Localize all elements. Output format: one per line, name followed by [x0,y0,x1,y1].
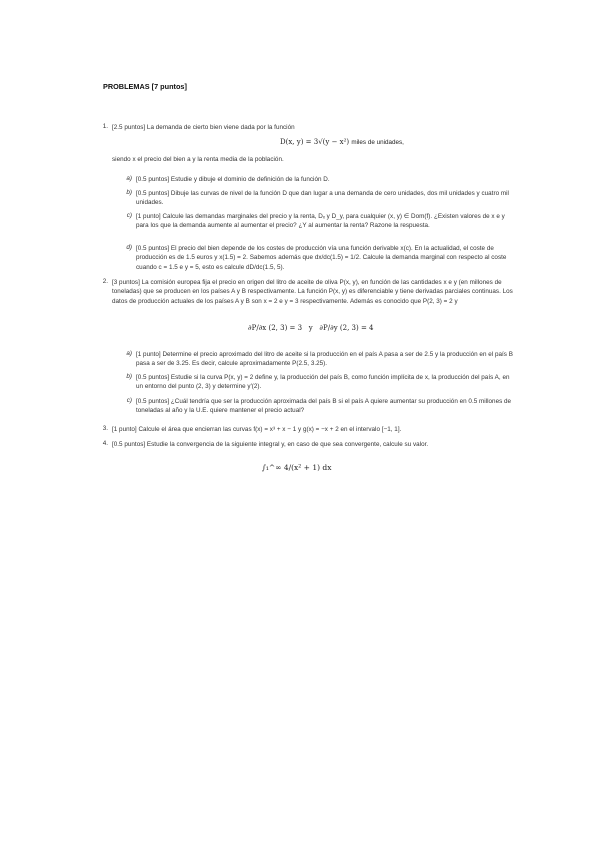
problem-1d-label: d) [126,244,132,251]
problem-1-number: 1. [102,123,108,130]
problem-2-equation-conj: y [308,324,313,332]
problem-1-context: siendo x el precio del bien a y la renta media de la población. [112,156,284,163]
problem-2-intro: [3 puntos] La comisión europea fija el precio en origen del litro de aceite de oliva P(x, y), en función de las cantidades x e y (en millones de toneladas) que se producen en los países A y B respectivamente. La función P(x, y) es diferenciable y tiene derivadas parciales continuas. Los datos de producción actuales de los países A y B son x = 2 e y = 3 respectivamente. Además es conocido que P(2, 3) = 2 y [112,279,513,305]
problem-1c-label: c) [126,212,132,219]
problem-2a-label: a) [126,350,132,357]
problem-2c-label: c) [126,397,132,404]
problem-4-integral: ∫₁^∞ 4/(x² + 1) dx [262,463,332,472]
problem-2a-text: [1 punto] Determine el precio aproximado del litro de aceite si la producción en el país A pasa a ser de 2.5 y la producción en el país B pasa a ser de 3.25. Es decir, calcule aproximadamente P(2.5, 3.25). [136,351,513,368]
problem-2c-text: [0.5 puntos] ¿Cuál tendría que ser la producción aproximada del país B si el país A quiere aumentar su producción en 0.5 millones de toneladas al año y la U.E. quiere mantener el precio actual? [136,398,512,415]
problem-4-text: [0.5 puntos] Estudie la convergencia de la siguiente integral y, en caso de que sea convergente, calcule su valor. [112,441,429,448]
problem-1b-label: b) [126,189,132,196]
problem-1a-label: a) [126,175,132,182]
problem-2-equation-right: ∂P/∂y (2, 3) = 4 [319,324,374,332]
section-heading: PROBLEMAS [7 puntos] [103,82,187,91]
problem-4-number: 4. [102,440,108,447]
problem-1-equation-formula: D(x, y) = 3√(y − x²) [280,138,350,146]
problem-3-number: 3. [102,425,108,432]
problem-1-equation [280,138,404,146]
problem-2-number: 2. [102,278,108,285]
problem-2-equation-left: ∂P/∂x (2, 3) = 3 [248,324,303,332]
problem-1-intro: [2.5 puntos] La demanda de cierto bien viene dada por la función [112,124,295,131]
problem-1-equation-suffix: miles de unidades, [351,139,404,146]
problem-2b-label: b) [126,373,132,380]
problem-1c-text: [1 punto] Calcule las demandas marginales del precio y la renta, Dₓ y D_y, para cualquier (x, y) ∈ Dom(f). ¿Existen valores de x e y para los que la demanda aumente al aumentar el precio? ¿Y al aumentar la renta? Razone la respuesta. [136,213,505,230]
problem-2-equation [248,324,374,332]
problem-3-text: [1 punto] Calcule el área que encierran las curvas f(x) = x³ + x − 1 y g(x) = −x + 2 en el intervalo [−1, 1]. [112,426,402,433]
problem-1d-text: [0.5 puntos] El precio del bien depende de los costes de producción vía una función derivable x(c). En la actualidad, el coste de producción es de 1.5 euros y x(1.5) = 2. Sabemos además que dx/dc(1.5) = 1/2. Calcule la demanda marginal con respecto al coste cuando c = 1.5 e y = 5, esto es calcule dD/dc(1.5, 5). [136,245,507,271]
problem-2b-text: [0.5 puntos] Estudie si la curva P(x, y) = 2 define y, la producción del país B, como función implícita de x, la producción del país A, en un entorno del punto (2, 3) y determine y′(2). [136,374,510,391]
problem-1b-text: [0.5 puntos] Dibuje las curvas de nivel de la función D que dan lugar a una demanda de cero unidades, dos mil unidades y cuatro mil unidades. [136,190,509,207]
problem-1a-text: [0.5 puntos] Estudie y dibuje el dominio de definición de la función D. [136,176,330,183]
